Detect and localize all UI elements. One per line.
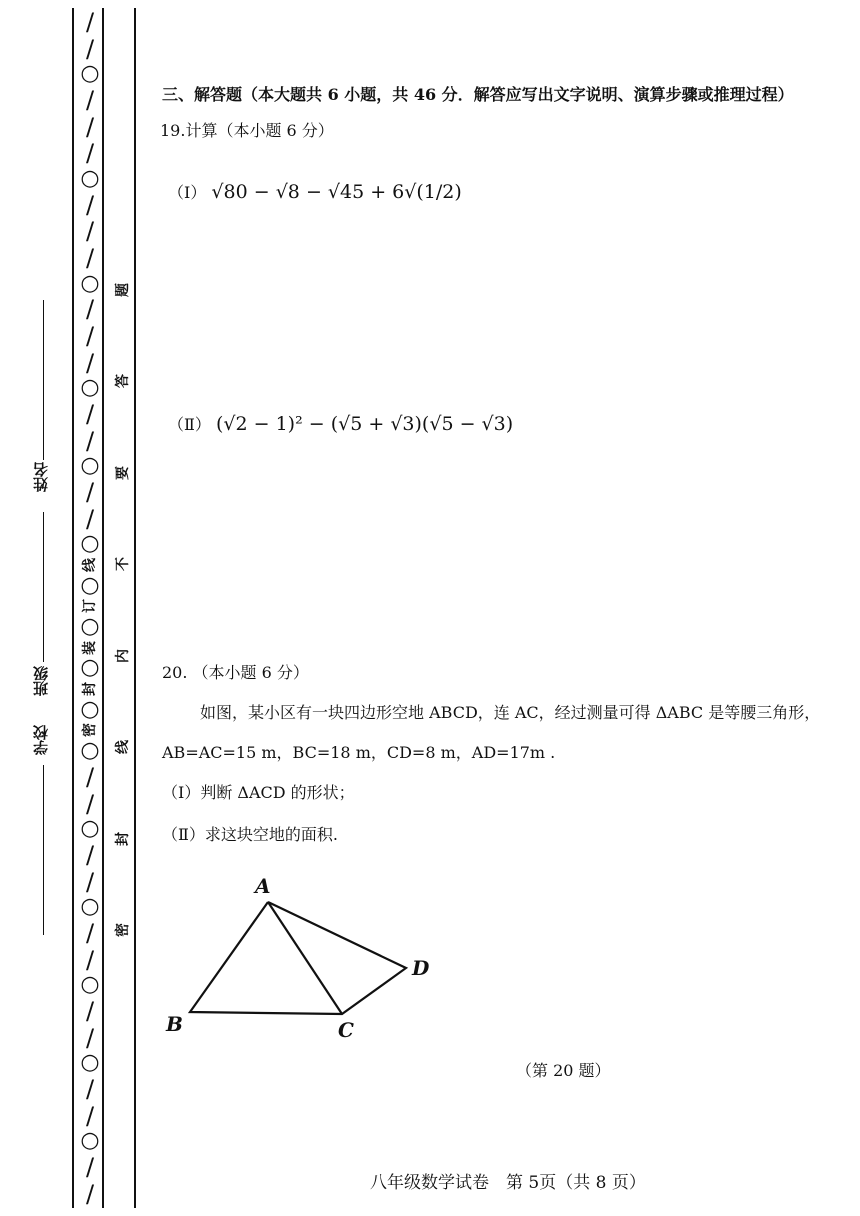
q20-title: 20. （本小题 6 分） bbox=[162, 663, 309, 682]
notice-char: 答 bbox=[115, 374, 131, 389]
binding-char: 订 bbox=[82, 599, 98, 614]
notice-char: 密 bbox=[115, 922, 131, 937]
q20-part1: （Ⅰ）判断 ΔACD 的形状； bbox=[162, 783, 355, 802]
school-underline bbox=[43, 765, 44, 935]
name-field[interactable] bbox=[10, 300, 70, 492]
q20-part2: （Ⅱ）求这块空地的面积. bbox=[162, 825, 338, 844]
q19-part1-expression: √80 − √8 − √45 + 6√(1/2) bbox=[211, 181, 462, 203]
name-label: 姓名 bbox=[32, 462, 50, 492]
q19-part1-label: （Ⅰ） bbox=[168, 183, 207, 202]
class-label: 班级 bbox=[32, 666, 50, 696]
notice-char: 内 bbox=[115, 648, 131, 663]
binding-char: 线 bbox=[82, 558, 98, 573]
point-a-label: A bbox=[255, 874, 271, 898]
name-underline bbox=[43, 300, 44, 460]
point-c-label: C bbox=[338, 1018, 354, 1042]
notice-char: 要 bbox=[115, 465, 131, 480]
q19-part2-label: （Ⅱ） bbox=[168, 415, 211, 434]
class-underline bbox=[43, 512, 44, 662]
class-field[interactable] bbox=[10, 512, 70, 696]
section-heading: 三、解答题（本大题共 6 小题，共 46 分．解答应写出文字说明、演算步骤或推理过程） bbox=[162, 85, 794, 104]
diagonal-ac bbox=[268, 902, 342, 1014]
binding-char: 封 bbox=[82, 682, 98, 697]
q20-statement-line1: 如图，某小区有一块四边形空地 ABCD，连 AC，经过测量可得 ΔABC 是等腰三角形， bbox=[200, 703, 821, 722]
inner-notice bbox=[110, 280, 134, 940]
q19-part2 bbox=[168, 412, 513, 435]
q19-part2-expression: (√2 − 1)² − (√5 + √3)(√5 − √3) bbox=[215, 413, 514, 435]
notice-char: 线 bbox=[115, 740, 131, 755]
binding-margin bbox=[0, 0, 150, 1216]
notice-char: 不 bbox=[115, 557, 131, 572]
point-d-label: D bbox=[412, 956, 430, 980]
school-label: 学校 bbox=[32, 725, 50, 755]
school-field[interactable] bbox=[10, 725, 70, 935]
figure-caption: （第 20 题） bbox=[516, 1061, 611, 1080]
margin-line-right bbox=[134, 8, 136, 1208]
page-footer: 八年级数学试卷 第 5页（共 8 页） bbox=[370, 1173, 646, 1193]
binding-char: 密 bbox=[82, 723, 98, 738]
q19-part1 bbox=[168, 180, 462, 203]
point-b-label: B bbox=[166, 1012, 183, 1036]
binding-decoration: / / ○ / / / ○ / / / ○ / / / ○ / / ○ / / ○ 线 ○ 订 ○ 装 ○ 封 ○ 密 ○ / / ○ / / ○ / / ○ / / ○ / / ○ / / bbox=[80, 8, 100, 1208]
q20-statement-line2: AB=AC=15 m，BC=18 m，CD=8 m，AD=17m . bbox=[162, 743, 556, 762]
notice-char: 封 bbox=[115, 831, 131, 846]
q19-title: 19.计算（本小题 6 分） bbox=[160, 121, 334, 140]
quadrilateral-abcd bbox=[190, 902, 406, 1014]
binding-char: 装 bbox=[82, 640, 98, 655]
notice-char: 题 bbox=[115, 283, 131, 297]
